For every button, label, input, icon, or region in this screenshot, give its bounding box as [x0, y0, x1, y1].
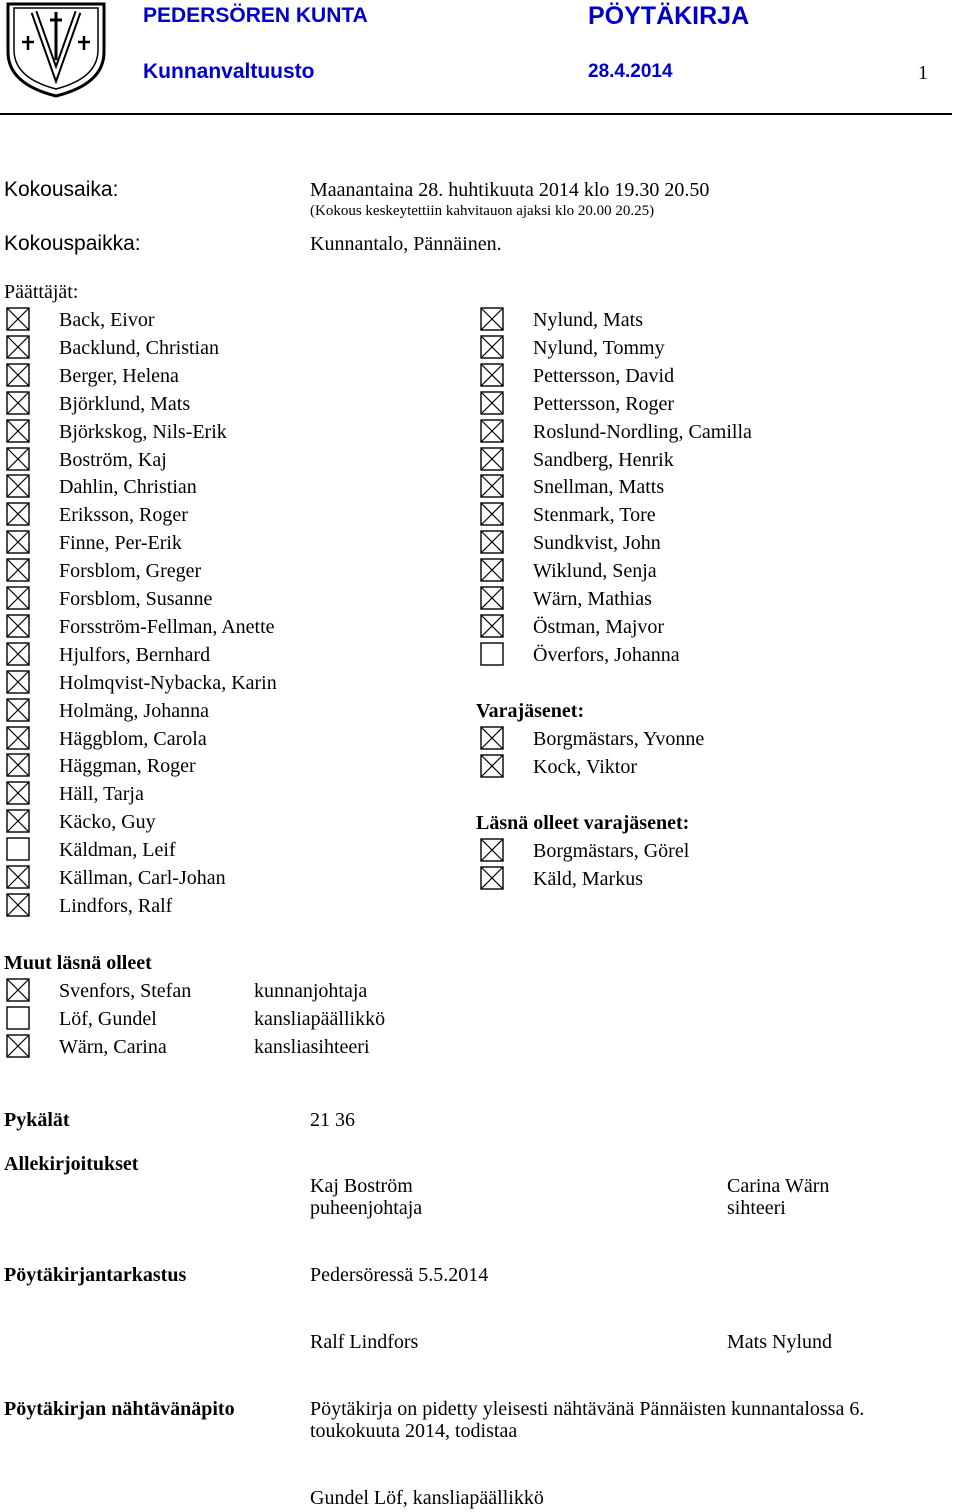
decider-right-name: Nylund, Mats [533, 309, 643, 331]
decider-left-checkbox[interactable] [6, 614, 30, 638]
decider-right-name: Sundkvist, John [533, 532, 661, 554]
decider-right-checkbox[interactable] [480, 642, 504, 666]
decider-right-checkbox[interactable] [480, 614, 504, 638]
display-line-1: Pöytäkirja on pidetty yleisesti nähtävänä Pännäisten kunnantalossa 6. [310, 1398, 865, 1420]
decider-left-name: Lindfors, Ralf [59, 895, 173, 917]
municipality-coat-of-arms [4, 2, 108, 98]
decider-left-checkbox[interactable] [6, 781, 30, 805]
decider-left-checkbox[interactable] [6, 809, 30, 833]
decider-left-checkbox[interactable] [6, 837, 30, 861]
decider-left-name: Hjulfors, Bernhard [59, 644, 211, 666]
decider-left-name: Holmäng, Johanna [59, 700, 209, 722]
review-label: Pöytäkirjantarkastus [4, 1264, 187, 1286]
decider-left-name: Häggblom, Carola [59, 728, 207, 750]
decider-left-name: Dahlin, Christian [59, 476, 197, 498]
deciders-heading: Päättäjät: [4, 281, 79, 303]
present-substitute-name: Borgmästars, Görel [533, 840, 690, 862]
other-attendee-name: Wärn, Carina [59, 1036, 167, 1058]
decider-left-checkbox[interactable] [6, 530, 30, 554]
meeting-place-label: Kokouspaikka: [4, 232, 141, 255]
decider-right-checkbox[interactable] [480, 530, 504, 554]
present-substitute-checkbox[interactable] [480, 866, 504, 890]
substitute-checkbox[interactable] [480, 726, 504, 750]
decider-left-checkbox[interactable] [6, 670, 30, 694]
sections-value: 21 36 [310, 1109, 355, 1131]
meeting-body: Kunnanvaltuusto [143, 60, 315, 83]
decider-left-checkbox[interactable] [6, 447, 30, 471]
substitutes-heading: Varajäsenet: [476, 700, 585, 722]
decider-left-checkbox[interactable] [6, 391, 30, 415]
decider-right-name: Stenmark, Tore [533, 504, 656, 526]
decider-left-name: Björklund, Mats [59, 393, 191, 415]
reviewer-1: Ralf Lindfors [310, 1331, 419, 1353]
decider-right-name: Pettersson, Roger [533, 393, 675, 415]
other-attendee-checkbox[interactable] [6, 1034, 30, 1058]
decider-left-name: Finne, Per-Erik [59, 532, 182, 554]
decider-left-name: Käldman, Leif [59, 839, 176, 861]
meeting-date: 28.4.2014 [588, 61, 673, 82]
decider-left-checkbox[interactable] [6, 865, 30, 889]
meeting-time-label: Kokousaika: [4, 178, 119, 201]
present-substitute-checkbox[interactable] [480, 838, 504, 862]
decider-right-name: Snellman, Matts [533, 476, 665, 498]
decider-left-name: Forsström-Fellman, Anette [59, 616, 275, 638]
meeting-time-note: (Kokous keskeytettiin kahvitauon ajaksi klo 20.00 20.25) [310, 203, 655, 219]
decider-left-checkbox[interactable] [6, 698, 30, 722]
decider-right-name: Överfors, Johanna [533, 644, 680, 666]
display-signer: Gundel Löf, kansliapäällikkö [310, 1487, 544, 1509]
decider-right-checkbox[interactable] [480, 474, 504, 498]
decider-left-checkbox[interactable] [6, 363, 30, 387]
org-name: PEDERSÖREN KUNTA [143, 4, 368, 27]
substitute-checkbox[interactable] [480, 754, 504, 778]
other-attendee-role: kansliasihteeri [254, 1036, 370, 1058]
decider-left-name: Forsblom, Greger [59, 560, 202, 582]
other-attendee-name: Löf, Gundel [59, 1008, 157, 1030]
signatures-label: Allekirjoitukset [4, 1153, 139, 1175]
decider-right-checkbox[interactable] [480, 502, 504, 526]
decider-right-checkbox[interactable] [480, 586, 504, 610]
decider-right-checkbox[interactable] [480, 419, 504, 443]
header-divider [0, 113, 952, 115]
substitute-name: Kock, Viktor [533, 756, 637, 778]
decider-left-name: Backlund, Christian [59, 337, 219, 359]
chair-name: Kaj Boström [310, 1175, 413, 1197]
decider-right-checkbox[interactable] [480, 363, 504, 387]
decider-left-checkbox[interactable] [6, 753, 30, 777]
decider-left-checkbox[interactable] [6, 558, 30, 582]
present-substitutes-heading: Läsnä olleet varajäsenet: [476, 812, 690, 834]
present-substitute-name: Käld, Markus [533, 868, 643, 890]
display-line-2: toukokuuta 2014, todistaa [310, 1420, 518, 1442]
meeting-place-value: Kunnantalo, Pännäinen. [310, 233, 502, 255]
others-heading: Muut läsnä olleet [4, 952, 152, 974]
decider-left-checkbox[interactable] [6, 726, 30, 750]
decider-left-name: Back, Eivor [59, 309, 155, 331]
decider-left-name: Björkskog, Nils-Erik [59, 421, 227, 443]
meeting-time-value: Maanantaina 28. huhtikuuta 2014 klo 19.30 20.50 [310, 179, 710, 201]
decider-right-checkbox[interactable] [480, 447, 504, 471]
other-attendee-name: Svenfors, Stefan [59, 980, 192, 1002]
other-attendee-checkbox[interactable] [6, 1006, 30, 1030]
decider-left-checkbox[interactable] [6, 893, 30, 917]
decider-left-name: Holmqvist-Nybacka, Karin [59, 672, 277, 694]
decider-right-name: Nylund, Tommy [533, 337, 665, 359]
decider-left-name: Eriksson, Roger [59, 504, 188, 526]
decider-left-checkbox[interactable] [6, 419, 30, 443]
reviewer-2: Mats Nylund [727, 1331, 832, 1353]
review-place-date: Pedersöressä 5.5.2014 [310, 1264, 489, 1286]
secretary-title: sihteeri [727, 1197, 786, 1219]
decider-right-checkbox[interactable] [480, 335, 504, 359]
decider-left-name: Häll, Tarja [59, 783, 144, 805]
decider-right-name: Sandberg, Henrik [533, 449, 674, 471]
decider-left-checkbox[interactable] [6, 586, 30, 610]
decider-left-name: Käcko, Guy [59, 811, 156, 833]
page-number: 1 [918, 62, 928, 84]
sections-label: Pykälät [4, 1109, 70, 1131]
other-attendee-checkbox[interactable] [6, 978, 30, 1002]
decider-left-checkbox[interactable] [6, 474, 30, 498]
decider-left-checkbox[interactable] [6, 307, 30, 331]
decider-left-checkbox[interactable] [6, 502, 30, 526]
substitute-name: Borgmästars, Yvonne [533, 728, 705, 750]
decider-left-checkbox[interactable] [6, 335, 30, 359]
decider-right-checkbox[interactable] [480, 307, 504, 331]
decider-right-name: Wärn, Mathias [533, 588, 652, 610]
display-label: Pöytäkirjan nähtävänäpito [4, 1398, 235, 1420]
chair-title: puheenjohtaja [310, 1197, 423, 1219]
other-attendee-role: kunnanjohtaja [254, 980, 368, 1002]
decider-left-name: Källman, Carl-Johan [59, 867, 226, 889]
decider-left-name: Häggman, Roger [59, 755, 196, 777]
other-attendee-role: kansliapäällikkö [254, 1008, 386, 1030]
decider-right-name: Wiklund, Senja [533, 560, 657, 582]
secretary-name: Carina Wärn [727, 1175, 830, 1197]
decider-left-name: Boström, Kaj [59, 449, 167, 471]
decider-right-checkbox[interactable] [480, 391, 504, 415]
decider-right-checkbox[interactable] [480, 558, 504, 582]
decider-right-name: Östman, Majvor [533, 616, 665, 638]
document-type: PÖYTÄKIRJA [588, 2, 750, 30]
decider-right-name: Pettersson, David [533, 365, 675, 387]
decider-left-checkbox[interactable] [6, 642, 30, 666]
decider-left-name: Berger, Helena [59, 365, 179, 387]
decider-left-name: Forsblom, Susanne [59, 588, 213, 610]
decider-right-name: Roslund-Nordling, Camilla [533, 421, 752, 443]
